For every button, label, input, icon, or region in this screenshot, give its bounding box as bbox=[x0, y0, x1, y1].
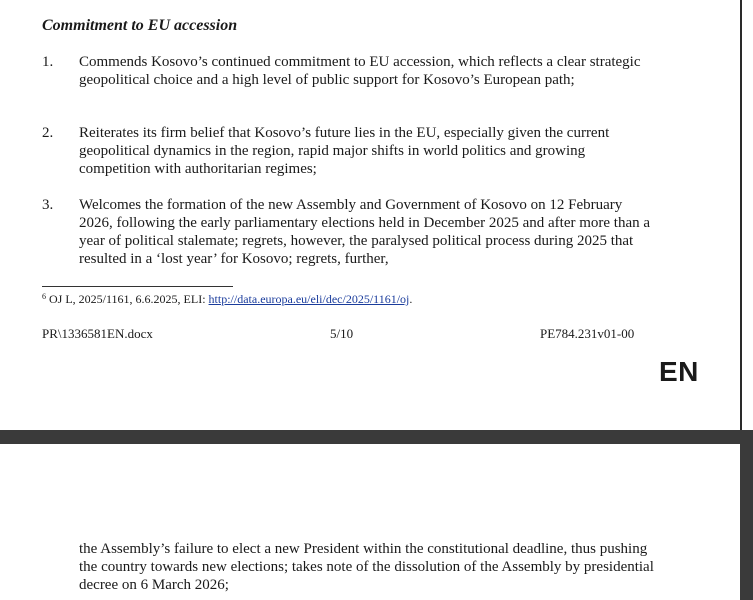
footer-pe-ref: PE784.231v01-00 bbox=[540, 326, 635, 341]
paragraph-text: Reiterates its firm belief that Kosovo’s future lies in the EU, especially given the current geopolitical dynamics in the region, rapid major shifts in world politics and growing competition with authoritarian regimes; bbox=[79, 125, 610, 177]
language-code: EN bbox=[659, 356, 699, 387]
paragraph-text: Welcomes the formation of the new Assembly and Government of Kosovo on 12 February 2026, following the early parliamentary elections held in December 2025 and after more than a year of political stalemate; regrets, however, the paralysed political process during 2025 that resulted in a ‘lost year’ for Kosovo; regrets, further, bbox=[79, 197, 651, 267]
paragraph-number: 1. bbox=[42, 54, 54, 70]
continuation-paragraph: the Assembly’s failure to elect a new President within the constitutional deadline, thus pushing the country towards new elections; takes note of the dissolution of the Assembly by presidential decree on 6 March 2026; bbox=[79, 541, 654, 593]
paragraph-number: 3. bbox=[42, 197, 54, 213]
footer-page-number: 5/10 bbox=[330, 326, 354, 341]
footnote-separator bbox=[42, 286, 233, 287]
footnote-link[interactable]: http://data.europa.eu/eli/dec/2025/1161/oj bbox=[208, 292, 410, 306]
footnote-end: . bbox=[409, 292, 413, 306]
footer-doc-ref: PR\1336581EN.docx bbox=[42, 326, 153, 341]
footnote bbox=[42, 292, 412, 307]
document-page-6 bbox=[0, 444, 740, 600]
footnote-text: OJ L, 2025/1161, 6.6.2025, ELI: bbox=[49, 292, 209, 306]
section-title: Commitment to EU accession bbox=[42, 17, 238, 34]
page-gap bbox=[0, 430, 753, 444]
footnote-marker: 6 bbox=[42, 292, 46, 301]
viewer-background bbox=[740, 444, 753, 600]
paragraph-number: 2. bbox=[42, 125, 54, 141]
page-edge bbox=[740, 0, 742, 430]
paragraph-text: Commends Kosovo’s continued commitment to EU accession, which reflects a clear strategic geopolitical choice and a high level of public support for Kosovo’s European path; bbox=[79, 54, 641, 88]
